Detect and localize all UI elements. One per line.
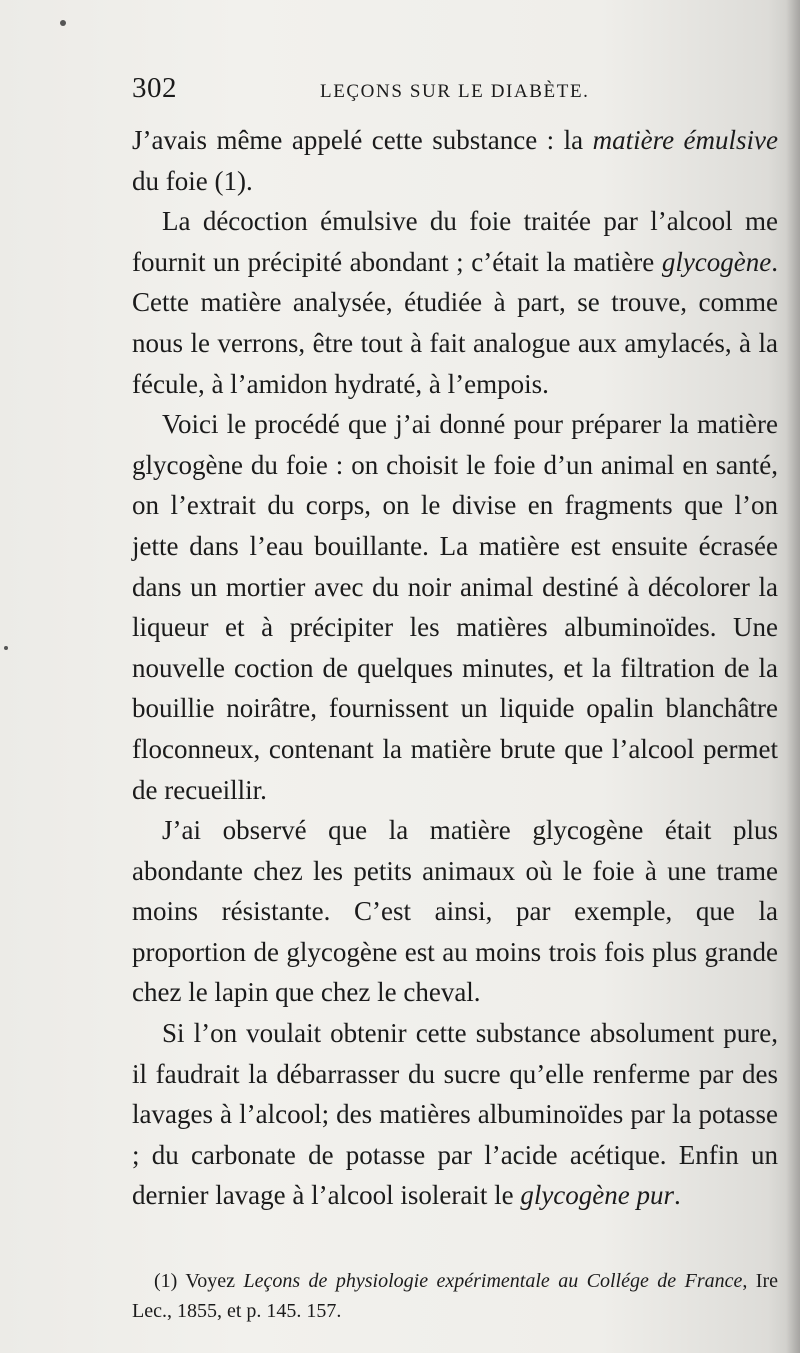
text-run: (1) Voyez <box>154 1270 244 1292</box>
ink-speck <box>60 20 66 26</box>
text-run: J’ai observé que la matière glycogène était plus abondante chez les petits animaux où le foie à une trame moins résistante. C’est ainsi, par exemple, que la proportion de glycogène est au moins trois fois plus grande chez le lapin que chez le cheval. <box>132 815 778 1008</box>
paragraph <box>132 201 778 404</box>
text-run: . Cette matière analysée, étudiée à part, se trouve, comme nous le verrons, être tout à fait analogue aux amylacés, à la fécule, à l’amidon hydraté, à l’empois. <box>132 246 778 399</box>
footnote-text <box>132 1266 778 1326</box>
text-run: La décoction émulsive du foie traitée par l’alcool me fournit un précipité abondant ; c’était la matière <box>132 206 778 277</box>
italic-text: Leçons de physiologie expérimentale au Collége de France <box>243 1270 743 1292</box>
text-run: Voici le procédé que j’ai donné pour préparer la matière glycogène du foie : on choisit le foie d’un animal en santé, on l’extrait du corps, on le divise en fragments que l’on jette dans l’eau bouillante. La matière est ensuite écrasée dans un mortier avec du noir animal destiné à décolorer la liqueur et à précipiter les matières albuminoïdes. Une nouvelle coction de quelques minutes, et la filtration de la bouillie noirâtre, fournissent un liquide opalin blanchâtre floconneux, contenant la matière brute que l’alcool permet de recueillir. <box>132 409 778 805</box>
text-run: du foie (1). <box>132 165 253 196</box>
body-text <box>132 120 778 1216</box>
page-header <box>132 72 774 112</box>
page-number: 302 <box>132 72 177 104</box>
text-run: , Ire Lec., 1855, et p. 145. 157. <box>132 1270 778 1322</box>
page-edge-shadow <box>786 0 800 1353</box>
text-run: J’avais même appelé cette substance : la <box>132 125 593 155</box>
paragraph <box>132 1013 778 1216</box>
paragraph <box>132 120 778 201</box>
running-head: LEÇONS SUR LE DIABÈTE. <box>320 81 590 102</box>
ink-speck <box>4 646 8 650</box>
italic-text: glycogène <box>661 246 772 277</box>
footnote <box>132 1266 778 1326</box>
italic-text: glycogène pur <box>520 1180 675 1211</box>
text-run: Si l’on voulait obtenir cette substance absolument pure, il faudrait la débarrasser du sucre qu’elle renferme par des lavages à l’alcool; des matières albuminoïdes par la potasse ; du carbonate de potasse par l’acide acétique. Enfin un dernier lavage à l’alcool isolerait le <box>132 1018 778 1211</box>
italic-text: matière émulsive <box>592 125 778 155</box>
paragraph <box>132 810 778 1013</box>
text-run: . <box>674 1180 681 1211</box>
paragraph <box>132 404 778 810</box>
